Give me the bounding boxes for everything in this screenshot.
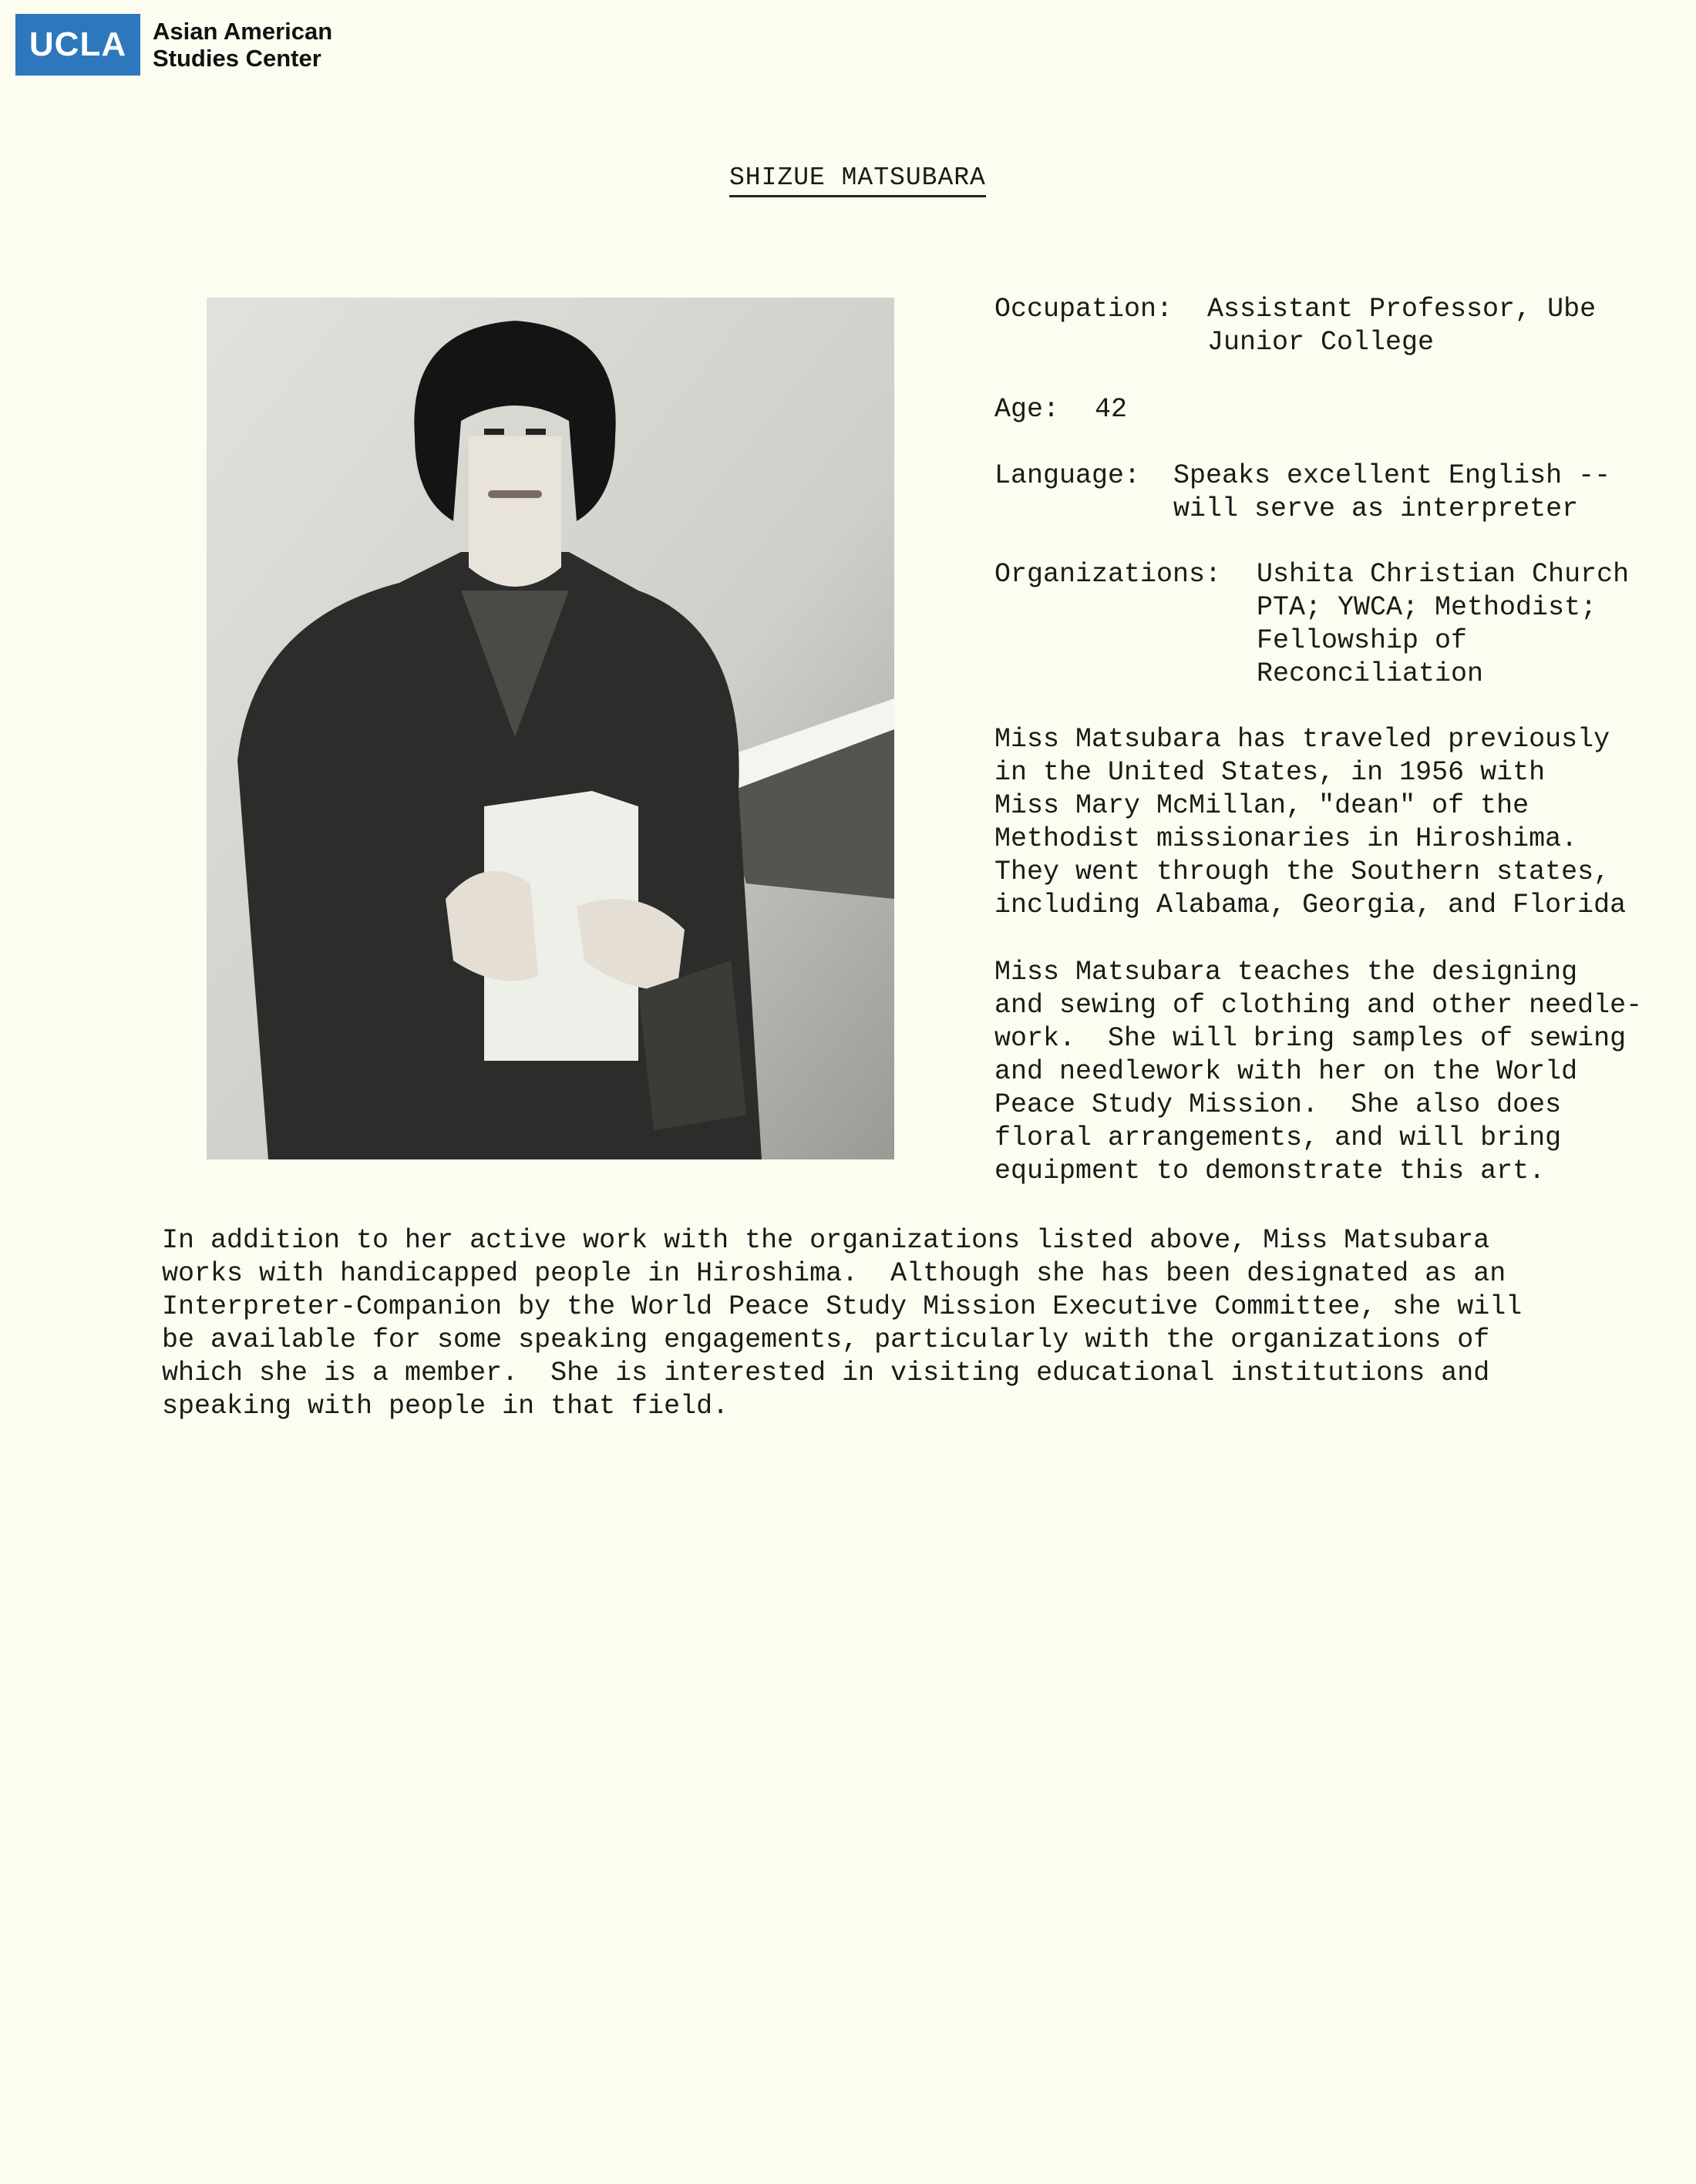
paragraph-line: floral arrangements, and will bring [994,1122,1562,1153]
paragraph-line: including Alabama, Georgia, and Florida [994,890,1627,920]
portrait-photo [207,298,894,1159]
language-line-1: Speaks excellent English -- [1173,460,1611,491]
language-line-2: will serve as interpreter [1173,493,1579,524]
paragraph-line: which she is a member. She is interested in visiting educational institutions and [162,1358,1490,1388]
center-name-line-1: Asian American [153,18,333,45]
occupation-line-2: Junior College [1207,327,1435,358]
organizations-value [1257,558,1629,691]
organizations-field [994,558,1629,691]
paragraph-line: be available for some speaking engagements, particularly with the organizations of [162,1324,1490,1355]
portrait-illustration [207,298,894,1159]
paragraph-line: Methodist missionaries in Hiroshima. [994,823,1578,854]
paragraph-line: and sewing of clothing and other needle- [994,990,1643,1021]
paragraph-line: work. She will bring samples of sewing [994,1023,1627,1054]
paragraph-line: Miss Matsubara has traveled previously [994,724,1610,755]
ucla-wordmark: UCLA [15,14,140,76]
paragraph-line: Miss Matsubara teaches the designing [994,957,1578,988]
center-name [153,18,332,72]
occupation-label: Occupation: [994,294,1173,325]
age-label: Age: [994,394,1060,425]
organizations-label: Organizations: [994,559,1222,590]
page-title: SHIZUE MATSUBARA [729,163,986,197]
travel-paragraph [994,723,1626,922]
paragraph-line: Miss Mary McMillan, "dean" of the [994,790,1529,821]
teaching-paragraph [994,956,1642,1188]
organizations-line-3: Fellowship of [1257,625,1468,656]
paragraph-line: works with handicapped people in Hiroshima. Although she has been designated as an [162,1258,1506,1289]
occupation-line-1: Assistant Professor, Ube [1207,294,1597,325]
paragraph-line: in the United States, in 1956 with [994,757,1546,788]
paragraph-line: speaking with people in that field. [162,1391,729,1422]
organizations-line-1: Ushita Christian Church [1257,559,1630,590]
paragraph-line: In addition to her active work with the organizations listed above, Miss Matsubara [162,1225,1490,1256]
occupation-value [1207,293,1596,359]
language-value [1173,459,1610,526]
center-name-line-2: Studies Center [153,45,321,72]
paragraph-line: Interpreter-Companion by the World Peace Study Mission Executive Committee, she will [162,1291,1523,1322]
paragraph-line: They went through the Southern states, [994,856,1610,887]
organizations-line-2: PTA; YWCA; Methodist; [1257,592,1597,623]
paragraph-line: equipment to demonstrate this art. [994,1156,1546,1186]
paragraph-line: Peace Study Mission. She also does [994,1089,1562,1120]
ucla-logo [15,14,332,76]
language-label: Language: [994,460,1141,491]
paragraph-line: and needlework with her on the World [994,1056,1578,1087]
age-field [994,393,1127,426]
organizations-line-4: Reconciliation [1257,658,1484,689]
age-value: 42 [1095,394,1128,425]
occupation-field [994,293,1596,359]
language-field [994,459,1610,526]
activities-paragraph [162,1224,1522,1423]
